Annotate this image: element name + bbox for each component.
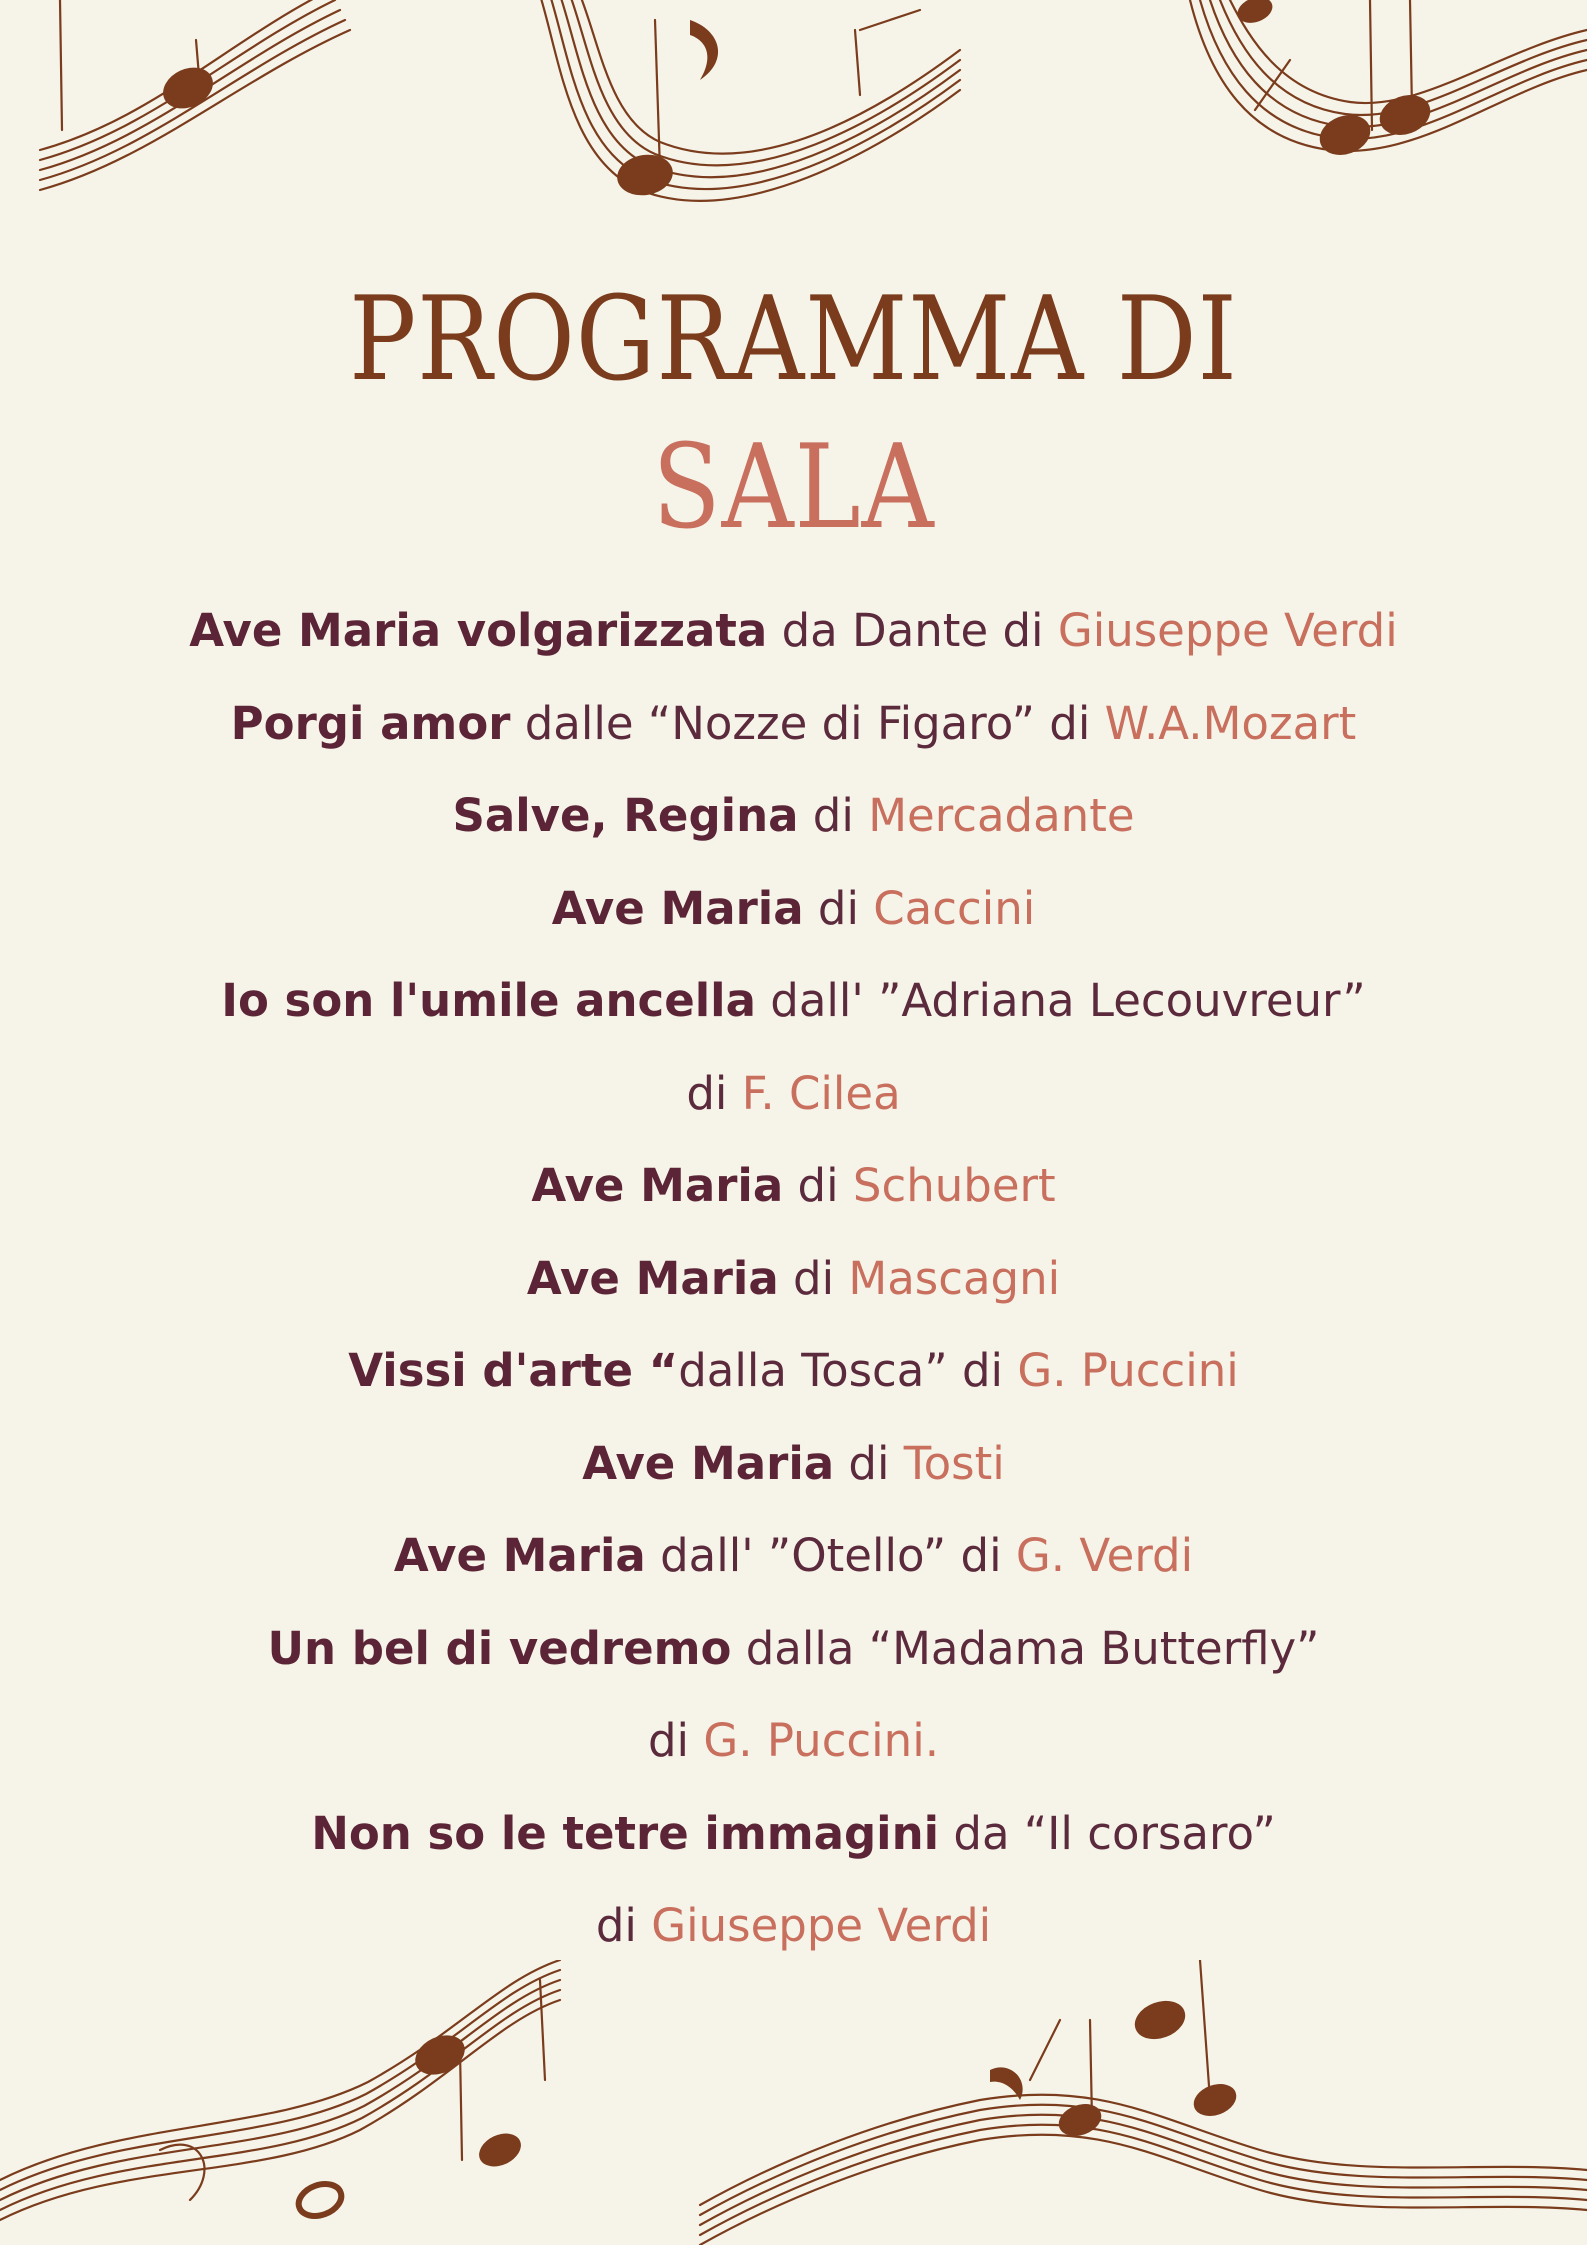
program-line (0, 1880, 1587, 1973)
work-source: di (783, 1159, 853, 1212)
composer-name: G. Puccini (1017, 1344, 1239, 1397)
composer-name: Mercadante (868, 789, 1135, 842)
program-title: PROGRAMMA DI (349, 272, 1238, 407)
work-title: Vissi d'arte “ (348, 1344, 679, 1397)
composer-name: W.A.Mozart (1104, 696, 1357, 750)
program-line (0, 678, 1587, 771)
program-line (0, 863, 1587, 956)
composer-name: G. Puccini. (703, 1714, 940, 1767)
work-source: di (778, 1251, 849, 1305)
program-list (0, 585, 1587, 1973)
work-title: Ave Maria (393, 1529, 646, 1582)
work-title: Un bel di vedremo (267, 1621, 732, 1675)
work-title: Porgi amor (230, 696, 511, 750)
sheet-music-bottom-decoration (0, 1960, 1587, 2245)
work-source: di (686, 1066, 742, 1120)
composer-name: Tosti (903, 1436, 1005, 1490)
program-line (0, 1233, 1587, 1326)
program-line (0, 1140, 1587, 1233)
work-source: dalla “Madama Butterfly” (731, 1621, 1320, 1675)
program-line (0, 1048, 1587, 1141)
work-title: Ave Maria (582, 1436, 835, 1490)
work-title: Ave Maria (551, 881, 804, 935)
composer-name: Schubert (852, 1159, 1056, 1212)
program-line (0, 955, 1587, 1048)
work-source: di (803, 881, 874, 935)
work-source: dalla Tosca” di (678, 1344, 1018, 1397)
work-title: Non so le tetre immagini (311, 1806, 940, 1860)
composer-name: Caccini (873, 881, 1036, 935)
composer-name: Giuseppe Verdi (651, 1899, 992, 1952)
work-source: dall' ”Otello” di (645, 1529, 1016, 1582)
work-title: Ave Maria (531, 1159, 784, 1212)
work-title: Ave Maria volgarizzata (189, 604, 768, 657)
work-source: da “Il corsaro” (939, 1806, 1276, 1860)
work-source: di (834, 1436, 904, 1490)
program-line (0, 770, 1587, 863)
composer-name: F. Cilea (741, 1066, 901, 1120)
composer-name: G. Verdi (1015, 1529, 1194, 1582)
work-source: di (595, 1899, 652, 1952)
work-title: Ave Maria (526, 1251, 779, 1305)
sheet-music-top-decoration (0, 0, 1587, 240)
composer-name: Giuseppe Verdi (1057, 604, 1398, 657)
work-source: dall' ”Adriana Lecouvreur” (755, 974, 1366, 1027)
work-source: dalle “Nozze di Figaro” di (510, 696, 1105, 750)
work-title: Salve, Regina (452, 789, 799, 842)
program-line (0, 1788, 1587, 1881)
program-title-accent: SALA (652, 420, 935, 555)
composer-name: Mascagni (848, 1251, 1061, 1305)
work-source: di (647, 1714, 704, 1767)
work-source: da Dante di (767, 604, 1058, 657)
program-line (0, 1510, 1587, 1603)
program-line (0, 1695, 1587, 1788)
program-line (0, 1325, 1587, 1418)
program-line (0, 1603, 1587, 1696)
program-line (0, 1418, 1587, 1511)
program-line (0, 585, 1587, 678)
work-source: di (798, 789, 869, 842)
work-title: Io son l'umile ancella (221, 974, 756, 1027)
